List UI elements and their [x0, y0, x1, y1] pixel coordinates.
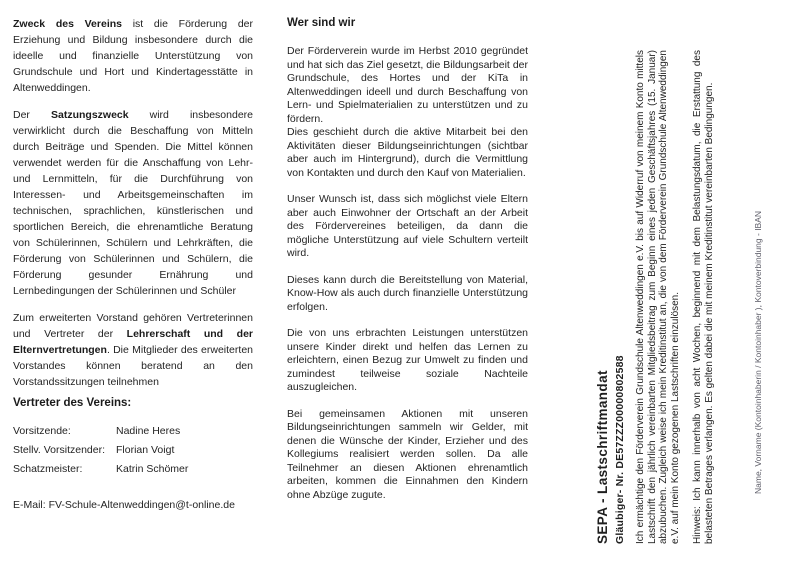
contact-row-stellv-vorsitzender	[13, 441, 265, 460]
paragraph-wunsch: Unser Wunsch ist, dass sich möglichst viele Eltern aber auch Einwohner der Ortschaft an der Arbeit des Fördervereines beteiligen, da dann die mögliche Unterstützung auf viele Schultern verteilt wird.	[287, 193, 528, 259]
paragraph-bereitstellung: Dieses kann durch die Bereitstellung von Material, Know-How als auch durch finanzielle Unterstützung erfolgen.	[287, 273, 528, 313]
paragraph-leistungen: Die von uns erbrachten Leistungen unterstützen unsere Kinder direkt und helfen das Lernen zu erleichtern, einen Bezug zur Umwelt zu finden und zumindest teilweise soziale Nachteile auszugleichen.	[287, 327, 528, 393]
sepa-note-text: Hinweis: Ich kann innerhalb von acht Wochen, beginnend mit dem Belastungsdatum, die Erstattung des belasteten Betrages verlangen. Es gelten dabei die mit meinem Kreditinstitut vereinbarten Bedingungen.	[692, 50, 715, 544]
contact-row-vorsitzende	[13, 422, 265, 441]
zweck-lead-bold: Zweck des Vereins	[13, 18, 122, 30]
email-line: E-Mail: FV-Schule-Altenweddingen@t-online.de	[13, 499, 235, 511]
satzungszweck-text: wird insbesondere verwirklicht durch die Beschaffung von Mitteln durch Beiträge und Spenden. Die Mittel können verwendet werden für die Anschaffung von Lehr- und Lernmitteln, für die Durchführung von Interessen- und Arbeitsgemeinschaften im technischen, sprachlichen, künstlerischen und sportlichen Bereich, die ehrenamtliche Beratung von Schülerinnen, Schülern und Lehrkräften, die Förderung von Schülerinnen und Schülern, die Förderung gesunder Ernährung und Lernbedingungen der Schülerinnen und Schüler	[13, 109, 253, 297]
contact-row-schatzmeister	[13, 460, 265, 479]
paragraph-gruendung	[287, 45, 528, 180]
satzungszweck-bold: Satzungszweck	[50, 109, 129, 121]
contact-role: Vorsitzende:	[13, 425, 71, 437]
contact-role: Stellv. Vorsitzender:	[13, 444, 106, 456]
satzungszweck-pre: Der	[13, 109, 51, 121]
contact-role: Schatzmeister:	[13, 463, 83, 475]
middle-column	[287, 16, 528, 515]
sepa-creditor-id: Gläubiger- Nr. DE57ZZZ00000802588	[614, 355, 626, 544]
paragraph-vorstand	[13, 310, 253, 390]
vorstand-bold: Lehrerschaft und der Elternvertretungen	[13, 328, 253, 356]
contact-name: Katrin Schömer	[116, 463, 189, 475]
mitarbeit-text: Dies geschieht durch die aktive Mitarbeit bei den Aktivitäten dieser Bildungseinrichtungen (sichtbar aber auch im Hintergrund), durch die Vermittlung von Kontakten und durch den Kauf von Materialien.	[287, 126, 528, 179]
vorstand-pre: Zum erweiterten Vorstand gehören Vertreterinnen und Vertreter der	[13, 312, 253, 340]
left-column	[13, 16, 253, 401]
contact-name: Florian Voigt	[116, 444, 175, 456]
wer-sind-wir-heading: Wer sind wir	[287, 17, 356, 29]
contacts-heading: Vertreter des Vereins:	[13, 397, 132, 409]
paragraph-zweck	[13, 16, 253, 96]
sepa-mandate-text: Ich ermächtige den Förderverein Grundschule Altenweddingen e.V. bis auf Widerruf von meinem Konto mittels Lastschrift den jährlich vereinbarten Mitgliedsbeitrag zum Beginn eines jeden Geschäftsjahres (15. Januar) abzubuchen. Zugleich weise ich mein Kreditinstitut an, die von dem Förderverein Grundschule Altenweddingen e.V. auf mein Konto gezogenen Lastschriften einzulösen.	[635, 50, 681, 544]
paragraph-aktionen: Bei gemeinsamen Aktionen mit unseren Bildungseinrichtungen sammeln wir Gelder, mit denen die Wünsche der Kinder, Erzieher und des Kollegiums realisiert werden sollen. Da alle Teilnehmer an diesen Aktionen ehrenamtlich arbeiten, kommen die Einnahmen den Kindern ohne Abzüge zugute.	[287, 407, 528, 501]
zweck-text: ist die Förderung der Erziehung und Bildung insbesondere durch die ideelle und finanzielle Unterstützung von Grundschule und Hort und Kindertagesstätte in Altenweddingen.	[13, 18, 253, 94]
contacts-section	[13, 396, 265, 513]
sepa-title: SEPA - Lastschriftmandat	[595, 370, 610, 544]
contact-name: Nadine Heres	[116, 425, 181, 437]
sepa-mandate-panel	[595, 10, 765, 550]
paragraph-satzungszweck	[13, 107, 253, 299]
gruendung-text: Der Förderverein wurde im Herbst 2010 gegründet und hat sich das Ziel gesetzt, die Bildungsarbeit der Grundschule, des Hortes und der KiTa in Altenweddingen ideell und durch Beschaffung von Lern- und Spielmaterialien zu unterstützen und zu fördern.	[287, 45, 528, 125]
vorstand-text: . Die Mitglieder des erweiterten Vorstandes können beratend an den Vorstandssitzungen teilnehmen	[13, 344, 253, 388]
sepa-account-line-label: Name, Vorname (Kontoinhaberin / Kontoinhaber ), Kontoverbindung - IBAN	[753, 210, 763, 494]
